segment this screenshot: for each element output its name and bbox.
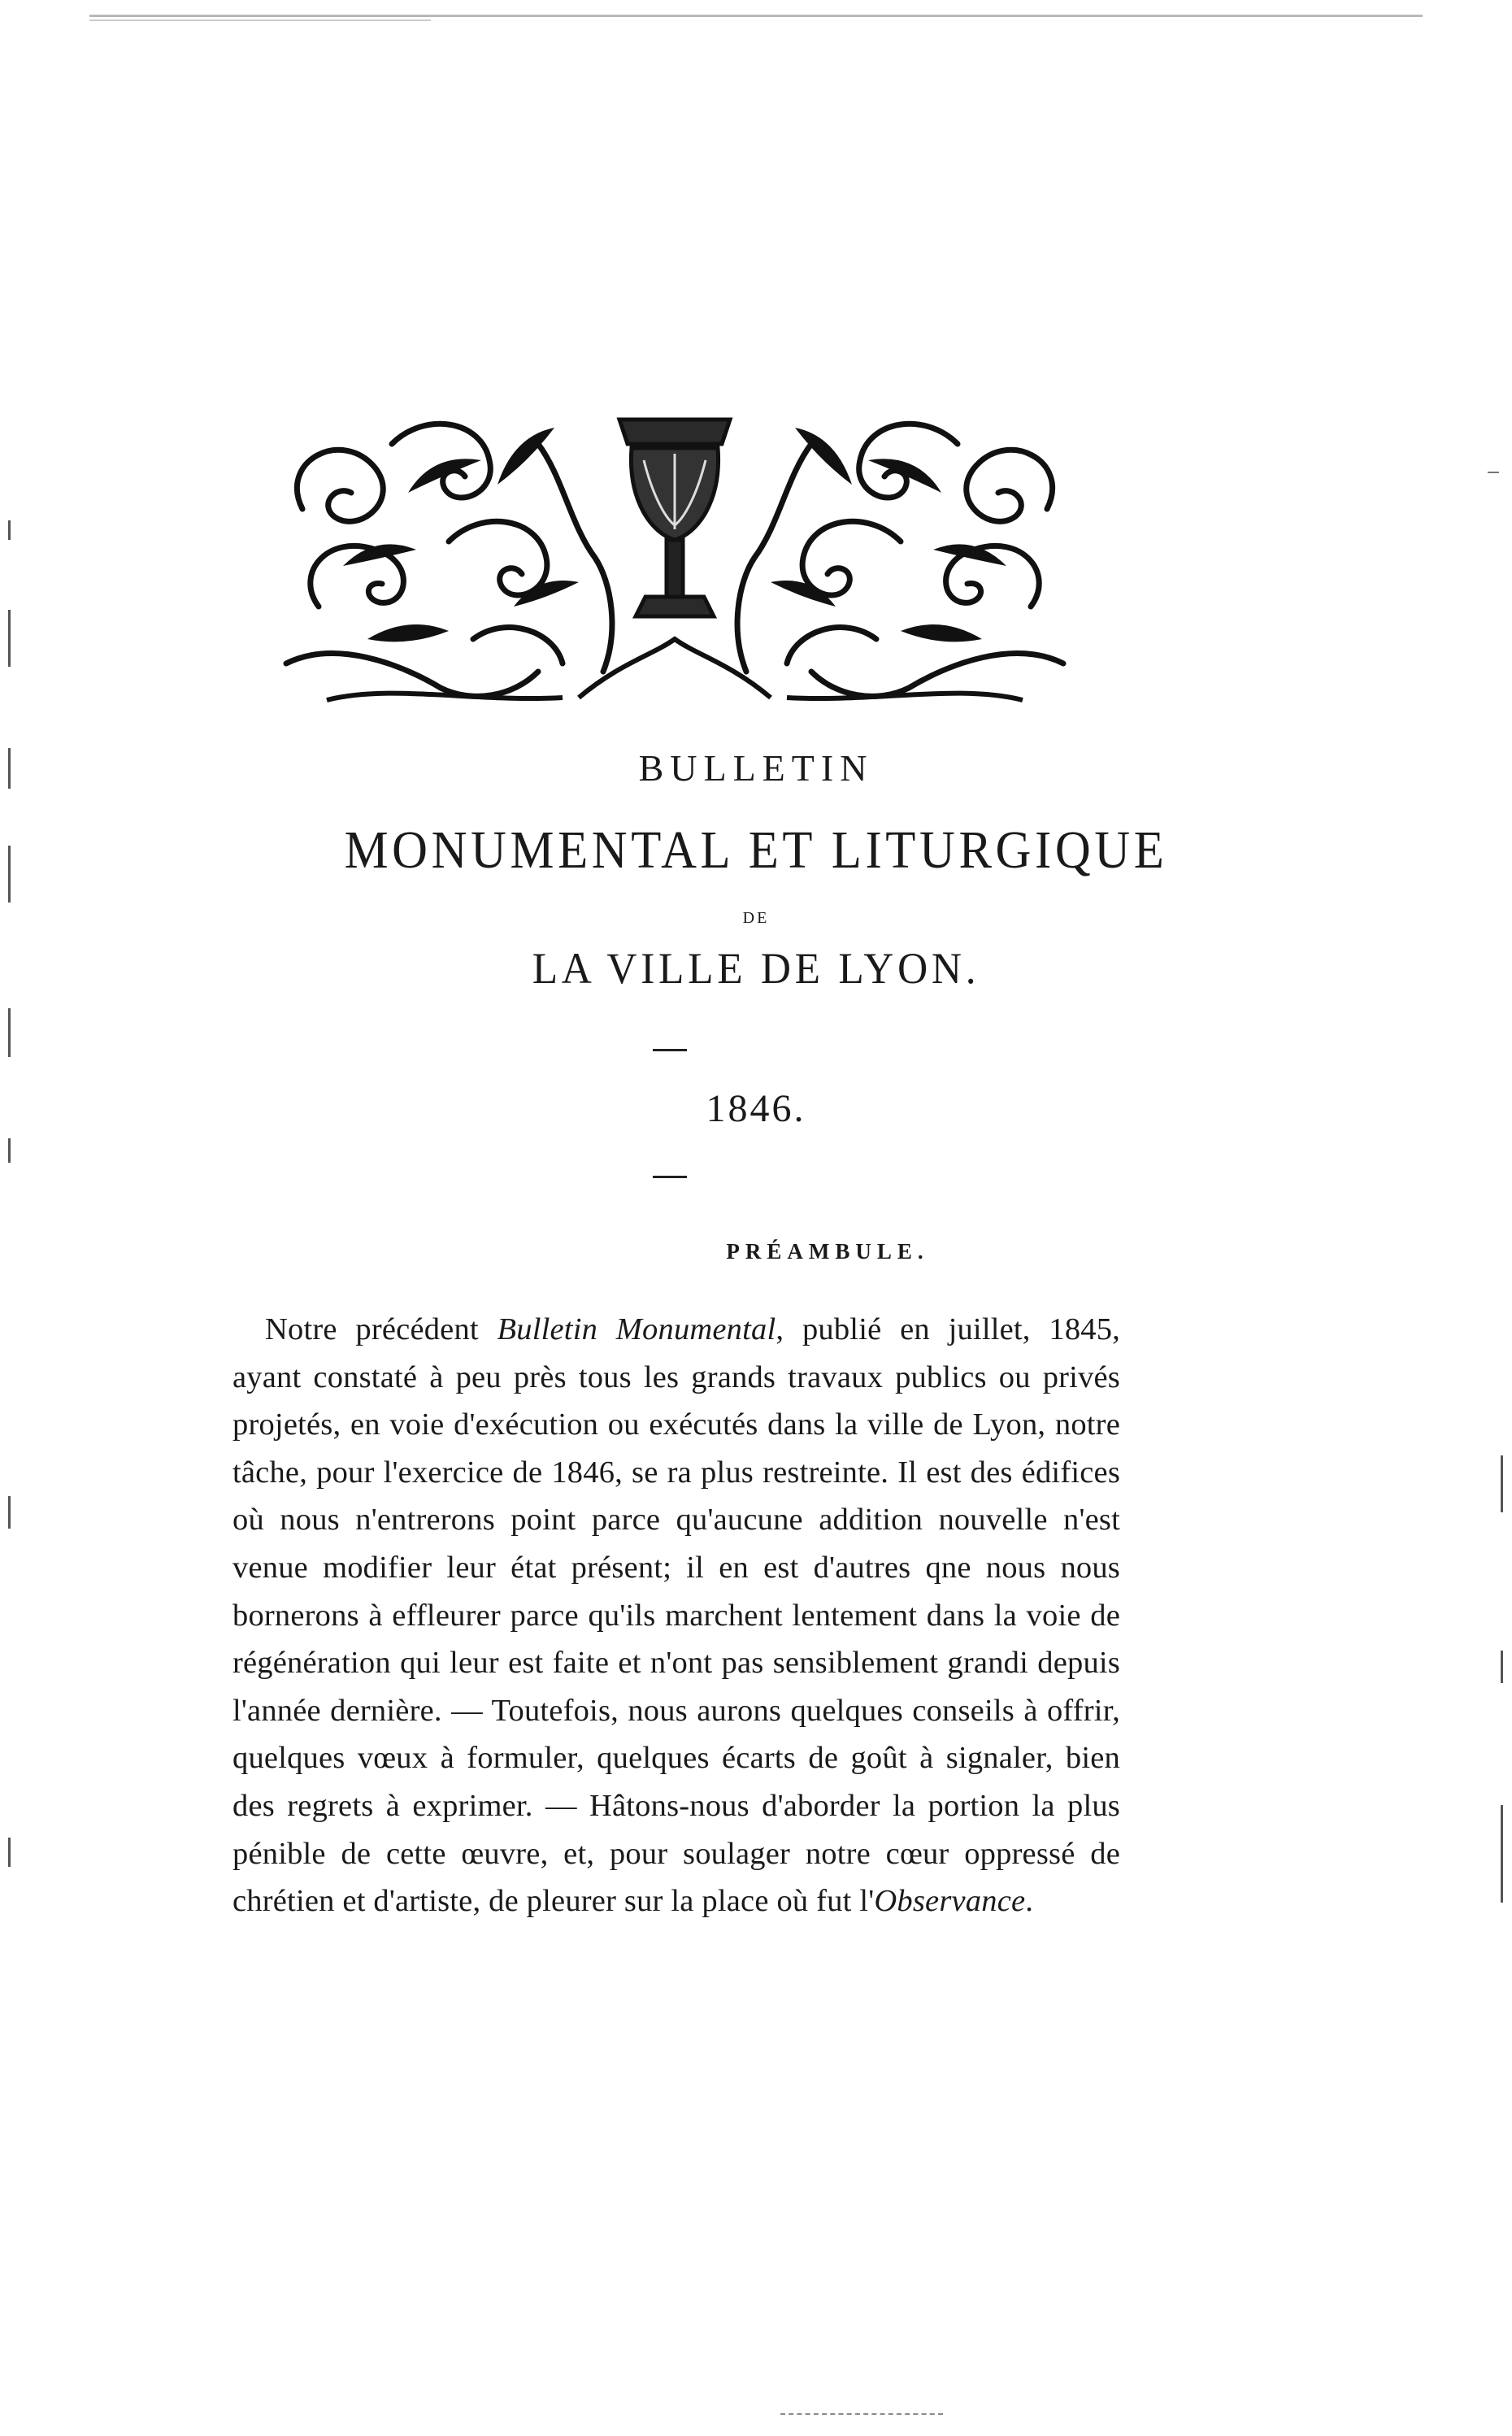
scan-edge-mark: [8, 1138, 11, 1163]
body-italic-title: Bulletin Monumental: [497, 1312, 776, 1346]
body-paragraph: [232, 1306, 1120, 1925]
scan-edge-line-short: [89, 20, 431, 21]
body-text-segment: Notre précédent: [265, 1312, 497, 1346]
scan-edge-mark: [8, 520, 11, 540]
city-title: LA VILLE DE LYON.: [532, 944, 980, 993]
body-text-end: .: [1025, 1884, 1034, 1919]
scan-edge-mark: [8, 1838, 11, 1867]
main-title: MONUMENTAL ET LITURGIQUE: [344, 820, 1168, 880]
year-heading: 1846.: [706, 1087, 806, 1130]
scan-edge-line: [89, 15, 1423, 17]
scan-edge-dots: [780, 2413, 943, 2415]
section-heading: PRÉAMBULE.: [726, 1239, 929, 1264]
scan-edge-dash: [1488, 472, 1499, 473]
scan-edge-mark: [1501, 1805, 1503, 1903]
body-italic-name: Observance: [874, 1884, 1026, 1919]
scan-edge-mark: [1501, 1651, 1503, 1683]
title-divider: [653, 1049, 687, 1051]
scan-edge-mark: [8, 1008, 11, 1057]
bulletin-heading: BULLETIN: [638, 747, 874, 789]
body-text-segment: , publié en juillet, 1845, ayant constaté à peu près tous les grands travaux publics ou privés projetés, en voie d'exécution ou exécutés dans la ville de Lyon, notre tâche, pour l'exercice de 1846, se ra plus restreinte. Il est des édifices où nous n'entrerons point parce qu'aucune addition nouvelle n'est venue modifier leur état présent; il en est d'autres qne nous nous bornerons à effleurer parce qu'ils marchent lentement dans la voie de régénération qui leur est faite et n'ont pas sensiblement grandi depuis l'année dernière. — Toutefois, nous aurons quelques conseils à offrir, quelques vœux à formuler, quelques écarts de goût à signaler, bien des regrets à exprimer. — Hâtons-nous d'aborder la portion la plus pénible de cette œuvre, et, pour soulager notre cœur oppressé de chrétien et d'artiste, de pleurer sur la place où fut l': [232, 1312, 1120, 1919]
scan-edge-mark: [8, 846, 11, 903]
scan-edge-mark: [8, 1496, 11, 1529]
scan-edge-mark: [8, 610, 11, 667]
title-connector: DE: [742, 909, 770, 927]
ornamental-headpiece: [270, 395, 1080, 712]
year-divider: [653, 1176, 687, 1178]
scan-edge-mark: [1501, 1455, 1503, 1512]
